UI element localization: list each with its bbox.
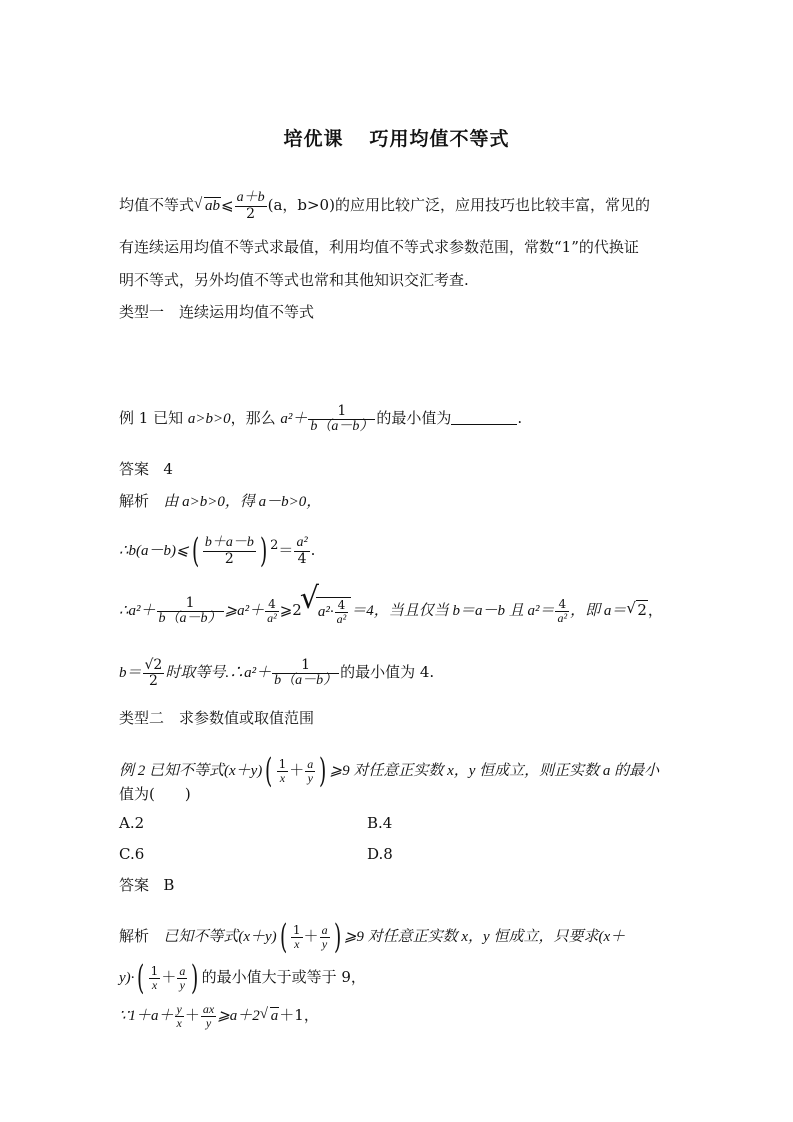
left-paren: ( [279,917,287,957]
answer-1 [119,459,173,479]
answer-blank [451,410,517,425]
fraction: $\frac{a}{y}$ [321,922,328,951]
text: ∴b(a－b)⩽ [119,543,189,559]
right-paren: ) [333,917,341,957]
solution-1-line-2 [119,531,316,571]
plus: ＋ [303,927,319,945]
text: . [310,541,316,559]
text: 例 1 已知 [119,409,188,428]
le-sign: ⩽ [221,196,234,215]
example-1 [119,404,522,434]
text: 的最小值为 [376,409,452,428]
solution-2-line-2 [119,958,366,998]
text: 均值不等式 [119,196,195,215]
answer-label: 答案 [119,876,150,894]
left-paren: ( [265,751,273,791]
sqrt: √ a²· $\frac{4}{\text{a²}}$ [302,597,351,625]
text: ⩾a＋2 [217,1008,260,1025]
solution-1-line-1 [119,491,321,512]
power: 2 [270,538,279,553]
fraction: $\frac{4}{\text{a²}}$ [267,597,277,625]
section-type-2: 类型二 求参数值或取值范围 [119,709,315,727]
text: ＋1， [279,1006,319,1025]
sqrt-a: √ a [261,1006,280,1026]
option-a: A.2 [119,814,145,832]
text: ，那么 [230,409,281,428]
sqrt-ab: √ ab [195,196,221,216]
right-paren: ) [319,751,327,791]
option-b: B.4 [367,814,393,832]
plus: ＋ [184,1006,200,1025]
fraction: $\frac{ax}{y}$ [202,1002,215,1030]
text: ∵1＋a＋ [119,1008,174,1025]
text: 的最小值为 4. [340,663,435,682]
text: ⩾a²＋ [224,603,265,620]
text: ＝4，当且仅当 b＝a－b 且 a²＝ [351,603,555,620]
fraction: $\frac{1}{b(a-b)}$ [158,595,222,626]
option-d: D.8 [367,845,393,863]
fraction: $\frac{1}{x}$ [150,963,159,992]
sqrt-2: √ 2 [627,600,648,620]
solution-2-line-3 [119,1003,319,1029]
solution-1-line-3 [119,596,663,626]
text: (a，b>0)的应用比较广泛，应用技巧也比较丰富，常见的 [267,196,650,215]
text: 由 a>b>0，得 a－b>0， [163,494,322,510]
plus: ＋ [161,968,177,986]
right-paren: ) [259,531,268,571]
right-paren: ) [191,958,199,998]
page-title [0,124,793,151]
text: ∴a²＋ [119,603,156,620]
section-type-1: 类型一 连续运用均值不等式 [119,303,315,321]
answer-label: 答案 [119,460,150,478]
title-left: 培优课 [283,128,344,150]
condition: a>b>0 [187,411,231,428]
fraction: $\frac{√2}{2}$ [144,657,163,689]
fraction-a-plus-b: $\frac{a+b}{2}$ [236,190,265,222]
fraction: $\frac{b+a-b}{2}$ [204,534,254,567]
text: 例 2 已知不等式(x＋y) [119,763,263,779]
text: 已知不等式(x＋y) [163,929,277,945]
answer-2 [119,875,174,895]
text: 的最小值大于或等于 9， [201,968,366,986]
option-c: C.6 [119,845,145,863]
text: 时取等号.∴a²＋ [165,665,272,682]
text: ，即 a＝ [570,603,627,620]
fraction: $\frac{a}{y}$ [307,756,314,785]
text: ⩾2 [279,601,302,620]
fraction: $\frac{\text{a²}}{4}$ [296,534,308,567]
fraction: $\frac{1}{b(a-b)}$ [310,403,374,434]
left-paren: ( [191,531,199,571]
fraction: $\frac{1}{b(a-b)}$ [274,657,338,688]
intro-line-1 [119,191,650,221]
answer-value: 4 [163,460,173,478]
solution-1-line-4 [119,658,434,688]
text: y)· [119,970,135,986]
answer-value: B [163,876,175,894]
text: ⩾9 对任意正实数 x，y 恒成立，则正实数 a 的最小 [329,763,660,779]
solution-2-line-1 [119,917,626,957]
fraction: $\frac{4}{\text{a²}}$ [557,597,568,625]
intro-line-3: 明不等式，另外均值不等式也常和其他知识交汇考查. [119,271,469,289]
example-2-line-2: 值为( ) [119,785,191,803]
text: ＝ [278,541,294,559]
solution-label: 解析 [119,927,150,945]
text: ， [647,601,663,620]
fraction: $\frac{a}{y}$ [179,963,186,992]
text: ⩾9 对任意正实数 x，y 恒成立，只要求(x＋ [343,929,626,945]
text: b＝ [119,665,142,682]
fraction: $\frac{1}{x}$ [292,922,301,951]
title-right: 巧用均值不等式 [369,128,510,150]
solution-label: 解析 [119,492,150,510]
plus: ＋ [289,761,305,779]
left-paren: ( [137,958,145,998]
expression: a²＋ [280,411,308,428]
example-2-line-1 [119,751,660,791]
fraction: $\frac{1}{x}$ [278,756,287,785]
intro-line-2: 有连续运用均值不等式求最值，利用均值不等式求参数范围，常数“1”的代换证 [119,238,639,256]
fraction: $\frac{y}{x}$ [176,1002,182,1030]
text: . [517,409,523,428]
